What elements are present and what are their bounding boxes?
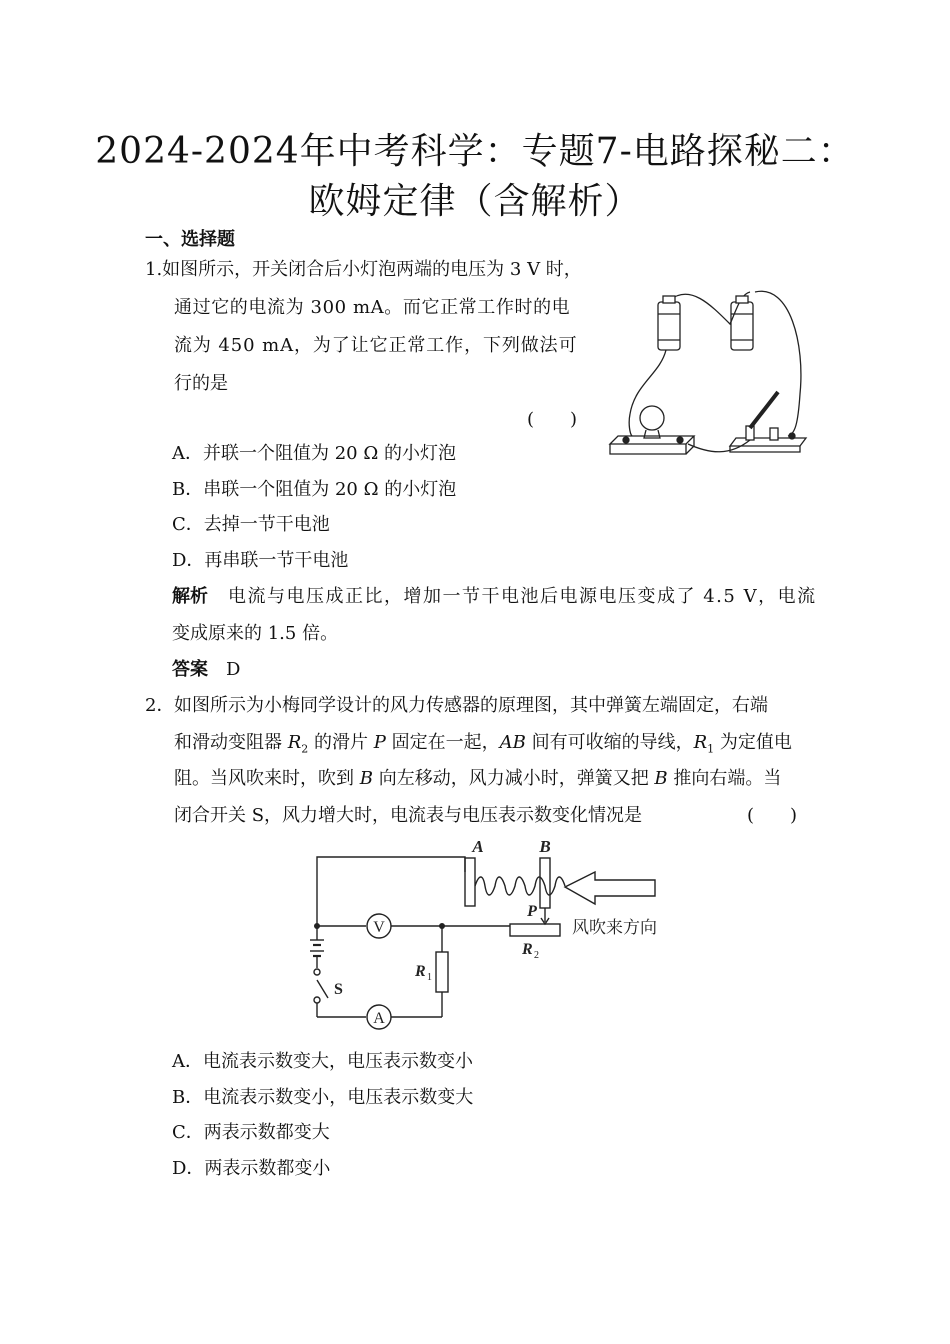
q1-analysis-text: 电流与电压成正比，增加一节干电池后电源电压变成了 4.5 V，电流 [228,586,817,607]
q2-var-ab: AB [499,732,526,753]
q2-circuit-diagram [300,832,700,1032]
q1-stem-line: 行的是 [174,373,228,394]
q2-option-c: C．两表示数都变大 [172,1122,330,1143]
q2-stem-line: 闭合开关 S，风力增大时，电流表与电压表示数变化情况是 [174,805,643,826]
q2-text: 阻。当风吹来时，吹到 [174,768,360,789]
q2-text: 推向右端。当 [667,768,782,789]
wind-direction-label: 风吹来方向 [572,918,657,938]
q1-option-c: C．去掉一节干电池 [172,514,330,535]
label-b: B [539,837,551,856]
q2-text: 为定值电 [714,732,792,753]
q2-var-p: P [373,732,386,753]
q2-var-b: B [359,768,373,789]
q2-stem-line [174,767,781,791]
q1-stem-line: 通过它的电流为 300 mA。而它正常工作时的电 [174,297,571,318]
q2-text: 向左移动，风力减小时，弹簧又把 [372,768,655,789]
voltmeter-label: V [373,919,385,936]
q2-answer-blank: ( ) [747,805,798,826]
q2-text: 的滑片 [308,732,374,753]
doc-title-line1: 2024-2024年中考科学：专题7-电路探秘二： [95,131,855,172]
label-a: A [472,837,484,856]
q1-option-b: B．串联一个阻值为 20 Ω 的小灯泡 [172,479,457,500]
q2-text: 间有可收缩的导线， [525,732,694,753]
ammeter-label: A [373,1010,385,1027]
label-s: S [334,981,343,998]
q2-var-sub: 2 [301,742,309,756]
q1-circuit-illustration [600,284,815,464]
q1-analysis-label: 解析 [172,586,208,607]
q1-stem-line: 1.如图所示，开关闭合后小灯泡两端的电压为 3 V 时， [145,259,582,280]
q1-option-d: D．再串联一节干电池 [172,550,349,571]
section-heading: 一、选择题 [145,229,235,250]
q1-answer-blank: ( ) [527,409,578,430]
q1-stem-line: 流为 450 mA，为了让它正常工作，下列做法可 [174,335,578,356]
q2-text: 和滑动变阻器 [174,732,288,753]
q2-number: 2． [145,695,175,716]
q1-option-a: A．并联一个阻值为 20 Ω 的小灯泡 [172,443,456,464]
label-r2: R [522,941,533,958]
q1-analysis-text: 变成原来的 1.5 倍。 [172,623,339,644]
q2-var-r2: R [287,732,302,753]
q2-var-b: B [654,768,668,789]
q1-answer-value: D [226,659,241,680]
q2-option-a: A．电流表示数变大，电压表示数变小 [172,1051,473,1072]
q2-stem-line [174,731,792,762]
label-p: P [527,903,537,920]
label-r2-sub: 2 [534,950,539,961]
q1-answer-label: 答案 [172,659,208,680]
label-r1-sub: 1 [427,972,432,983]
doc-title-line2: 欧姆定律（含解析） [308,181,642,222]
q2-var-sub: 1 [707,742,715,756]
q2-stem-line: 如图所示为小梅同学设计的风力传感器的原理图，其中弹簧左端固定，右端 [174,695,768,716]
q2-var-r1: R [693,732,708,753]
q2-option-d: D．两表示数都变小 [172,1158,331,1179]
label-r1: R [415,963,426,980]
q2-option-b: B．电流表示数变小，电压表示数变大 [172,1087,474,1108]
q2-text: 固定在一起， [385,732,500,753]
